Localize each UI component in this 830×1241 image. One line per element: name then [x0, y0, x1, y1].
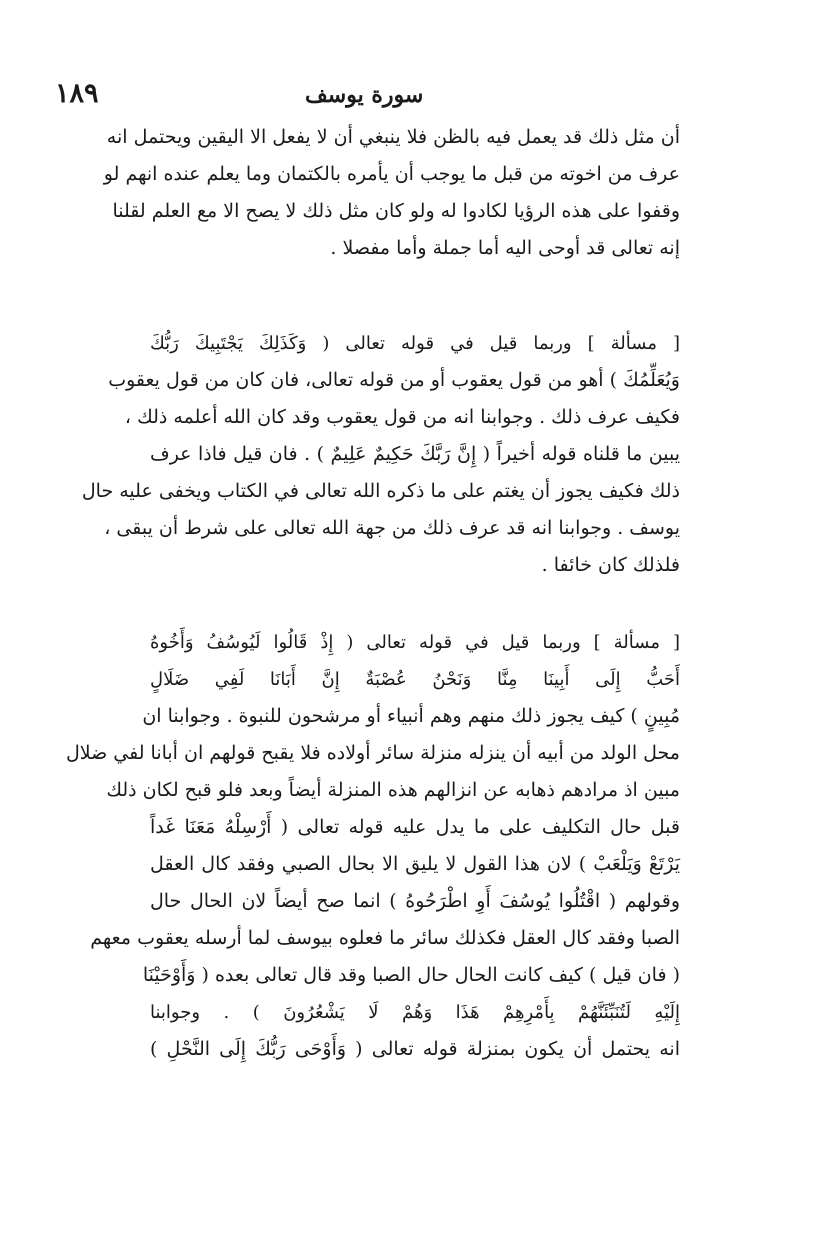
text-line: إِلَيْهِ لَتُنَبِّئَنَّهُمْ بِأَمْرِهِمْ هَذَا وَهُمْ لَا يَشْعُرُونَ ) . وجوابنا	[150, 1002, 680, 1023]
text-line: مُبِينٍ ) كيف يجوز ذلك منهم وهم أنبياء أو مرشحون للنبوة . وجوابنا ان	[142, 705, 680, 727]
text-line: أن مثل ذلك قد يعمل فيه بالظن فلا ينبغي أن لا يفعل الا اليقين ويحتمل انه	[106, 126, 680, 148]
paragraph-spacer	[150, 593, 680, 633]
paragraph-1	[103, 126, 680, 276]
text-line: وَيُعَلِّمُكَ ) أهو من قول يعقوب أو من قوله تعالى، فان كان من قول يعقوب	[108, 369, 680, 391]
text-line: وقفوا على هذه الرؤيا لكادوا له ولو كان مثل ذلك لا يصح الا مع العلم لقلنا	[112, 200, 680, 222]
text-line: محل الولد من أبيه أن ينزله منزلة سائر أولاده فلا يقبح قولهم ان أبانا لفي ضلال	[65, 742, 680, 764]
text-line: [ مسألة ] وربما قيل في قوله تعالى ( وَكَذَلِكَ يَجْتَبِيكَ رَبُّكَ	[150, 333, 680, 354]
text-line: يَرْتَعْ وَيَلْعَبْ ) لان هذا القول لا يليق الا بحال الصبي وفقد كال العقل	[150, 853, 680, 875]
text-line: انه يحتمل أن يكون بمنزلة قوله تعالى ( وَأَوْحَى رَبُّكَ إِلَى النَّحْلِ )	[150, 1038, 680, 1060]
text-line: مبين اذ مرادهم ذهابه عن انزالهم هذه المنزلة أيضاً وبعد فلو قبح لكان ذلك	[106, 779, 680, 801]
running-title: سورة يوسف	[305, 82, 424, 108]
text-line: الصبا وفقد كال العقل فكذلك سائر ما فعلوه بيوسف لما أرسله يعقوب معهم	[90, 927, 680, 949]
text-line: وقولهم ( اقْتُلُوا يُوسُفَ أَوِ اطْرَحُوهُ ) انما صح أيضاً لان الحال حال	[150, 890, 680, 912]
text-line: فلذلك كان خائفا .	[541, 554, 680, 576]
text-line: يوسف . وجوابنا انه قد عرف ذلك من جهة الله تعالى على شرط أن يبقى ،	[104, 517, 680, 539]
text-line: أَحَبُّ إِلَى أَبِينَا مِنَّا وَنَحْنُ عُصْبَةٌ إِنَّ أَبَانَا لَفِي ضَلَالٍ	[150, 669, 680, 690]
text-line: قبل حال التكليف على ما يدل عليه قوله تعالى ( أَرْسِلْهُ مَعَنَا غَداً	[150, 816, 680, 838]
text-line: فكيف عرف ذلك . وجوابنا انه من قول يعقوب وقد كان الله أعلمه ذلك ،	[124, 406, 680, 428]
text-line: عرف من اخوته من قبل ما يوجب أن يأمره بالكتمان وما يعلم عنده انهم لو	[103, 163, 680, 185]
page-body	[65, 126, 680, 1077]
paragraph-2-masala	[81, 333, 680, 593]
page-number: ١٨٩	[55, 78, 99, 109]
paragraph-spacer	[150, 276, 680, 334]
paragraph-3-masala	[65, 632, 680, 1077]
text-line: إنه تعالى قد أوحى اليه أما جملة وأما مفصلا .	[330, 237, 680, 259]
page-header	[55, 78, 680, 114]
text-line: ذلك فكيف يجوز أن يغتم على ما ذكره الله تعالى في الكتاب ويخفى عليه حال	[81, 480, 680, 502]
text-line: [ مسألة ] وربما قيل في قوله تعالى ( إِذْ قَالُوا لَيُوسُفُ وَأَخُوهُ	[150, 632, 680, 653]
text-line: يبين ما قلناه قوله أخيراً ( إِنَّ رَبَّكَ حَكِيمٌ عَلِيمٌ ) . فان قيل فاذا عرف	[150, 443, 680, 465]
text-line: ( فان قيل ) كيف كانت الحال حال الصبا وقد قال تعالى بعده ( وَأَوْحَيْنَا	[142, 964, 680, 986]
